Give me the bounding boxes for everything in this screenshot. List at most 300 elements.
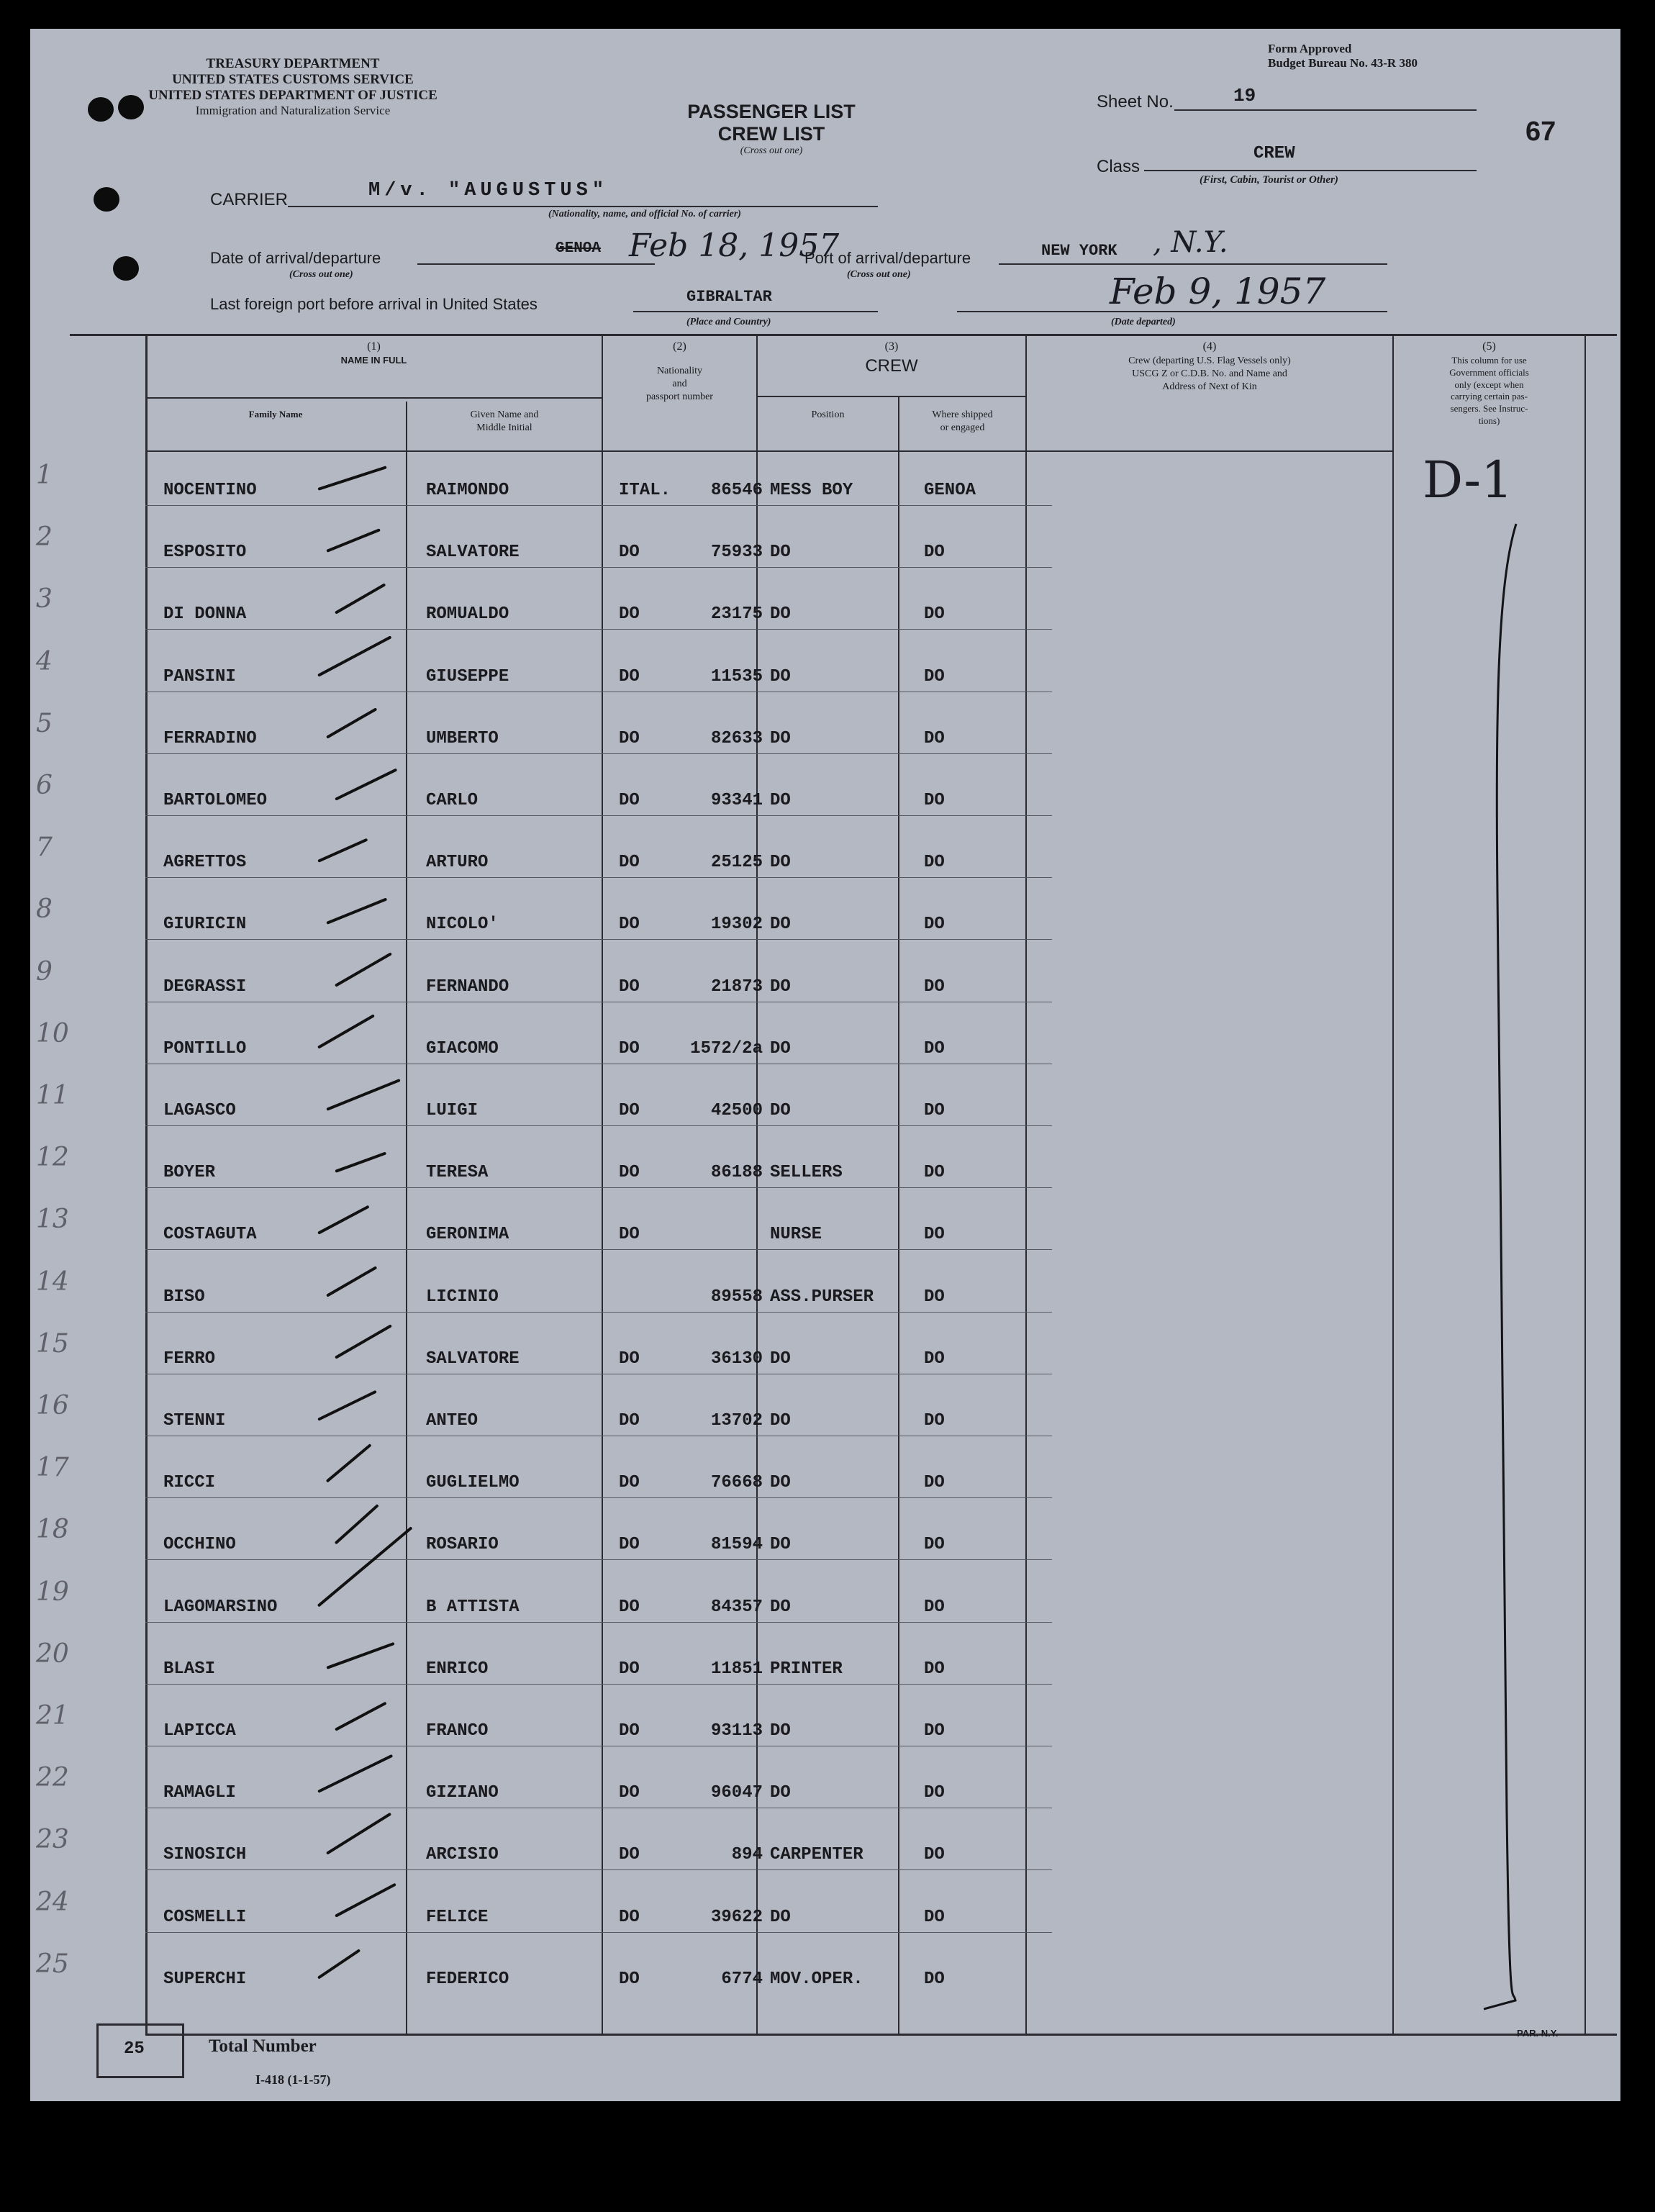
col3-number: (3) (884, 340, 899, 353)
nationality-cell: DO (619, 728, 640, 748)
last-port-note: (Place and Country) (686, 317, 771, 327)
row-divider (145, 567, 1052, 568)
table-bottom-rule (145, 2034, 1617, 2036)
given-name-cell: RAIMONDO (426, 481, 509, 500)
col-divider (406, 402, 407, 2035)
col4-number: (4) (1202, 340, 1217, 353)
family-name-cell: BOYER (163, 1163, 216, 1183)
carrier-note: (Nationality, name, and official No. of carrier) (548, 209, 741, 219)
punch-hole (118, 95, 144, 119)
where-header (899, 409, 1025, 435)
row-number: 7 (36, 833, 53, 863)
where-cell: DO (924, 1163, 945, 1183)
class-note: (First, Cabin, Tourist or Other) (1200, 174, 1338, 186)
position-cell: SELLERS (770, 1163, 843, 1183)
port-note: (Cross out one) (847, 269, 911, 280)
row-divider (145, 877, 1052, 878)
passport-cell: 11535 (710, 666, 763, 686)
row-divider (145, 1684, 1052, 1685)
title-passenger: PASSENGER LIST (687, 101, 856, 122)
where-cell: DO (924, 1287, 945, 1307)
col4-line: USCG Z or C.D.B. No. and Name and (1132, 368, 1287, 379)
where-cell: DO (924, 915, 945, 935)
family-name-cell: COSTAGUTA (163, 1225, 257, 1245)
given-name-cell: GERONIMA (426, 1225, 509, 1245)
passport-cell: 76668 (710, 1473, 763, 1493)
position-cell: DO (770, 1535, 791, 1555)
given-name-cell: GIACOMO (426, 1038, 499, 1059)
punch-hole (88, 97, 114, 122)
check-mark (317, 1014, 375, 1048)
where-cell: DO (924, 1845, 945, 1865)
passport-cell: 23175 (710, 604, 763, 625)
check-mark (326, 898, 387, 925)
carrier-value: M/v. "AUGUSTUS" (368, 180, 609, 201)
given-name-cell: UMBERTO (426, 728, 499, 748)
col3-header (758, 340, 1025, 377)
nationality-cell: DO (619, 1225, 640, 1245)
agency-line: UNITED STATES CUSTOMS SERVICE (172, 71, 414, 87)
given-name-cell: ARTURO (426, 853, 489, 873)
header-divider (145, 397, 602, 399)
check-mark (335, 1882, 396, 1917)
class-label: Class (1097, 157, 1141, 176)
where-cell: DO (924, 543, 945, 563)
punch-hole (94, 187, 119, 212)
title-crew: CREW LIST (717, 123, 825, 145)
row-number: 4 (36, 646, 53, 676)
row-number: 11 (36, 1081, 69, 1110)
check-mark (317, 635, 391, 677)
sheet-label: Sheet No. (1097, 92, 1174, 112)
col5-line: This column for use (1451, 354, 1527, 366)
nationality-cell: DO (619, 791, 640, 810)
check-mark (335, 952, 392, 987)
family-name-cell: OCCHINO (163, 1535, 236, 1555)
check-mark (335, 1504, 379, 1545)
family-name-cell: GIURICIN (163, 915, 247, 935)
row-number: 23 (36, 1825, 69, 1855)
row-number: 2 (36, 522, 53, 553)
check-mark (335, 769, 397, 801)
row-number: 19 (36, 1577, 69, 1607)
where-cell: DO (924, 853, 945, 873)
given-name-cell: FELICE (426, 1907, 489, 1927)
nationality-cell: DO (619, 1411, 640, 1431)
nationality-cell: DO (619, 1101, 640, 1120)
where-cell: DO (924, 1907, 945, 1927)
col-divider (602, 334, 603, 2035)
position-cell: PRINTER (770, 1659, 843, 1679)
passport-cell: 1572/2a (690, 1038, 763, 1059)
col5-header (1394, 340, 1584, 427)
given-name-cell: LUIGI (426, 1101, 479, 1120)
family-name-cell: LAPICCA (163, 1721, 236, 1741)
position-cell: DO (770, 1783, 791, 1803)
given-name-cell: ARCISIO (426, 1845, 499, 1865)
passport-cell: 86546 (710, 481, 763, 500)
carrier-underline (288, 206, 878, 207)
row-number: 13 (36, 1205, 69, 1235)
carrier-label: CARRIER (210, 190, 289, 209)
row-number: 17 (36, 1453, 69, 1483)
form-title (663, 101, 879, 157)
agency-line: Immigration and Naturalization Service (195, 103, 391, 117)
where-cell: DO (924, 1783, 945, 1803)
position-cell: DO (770, 1411, 791, 1431)
row-number: 9 (36, 956, 53, 987)
check-mark (317, 1526, 413, 1607)
nationality-cell: ITAL. (619, 481, 671, 500)
header-divider (757, 396, 1026, 397)
given-name-cell: TERESA (426, 1163, 489, 1183)
date-label: Date of arrival/departure (210, 249, 381, 267)
family-name-cell: DEGRASSI (163, 976, 247, 997)
col4-line: Address of Next of Kin (1162, 381, 1257, 393)
family-name-cell: SINOSICH (163, 1845, 247, 1865)
family-name-cell: ESPOSITO (163, 543, 247, 563)
total-value: 25 (124, 2039, 145, 2059)
check-mark (326, 707, 377, 738)
passport-cell: 11851 (710, 1659, 763, 1679)
family-name-cell: BISO (163, 1287, 205, 1307)
row-number: 24 (36, 1887, 69, 1917)
given-name-cell: FRANCO (426, 1721, 489, 1741)
row-number: 25 (36, 1949, 69, 1979)
family-name-cell: COSMELLI (163, 1907, 247, 1927)
column5-bracket-line (1462, 518, 1549, 2029)
passport-cell: 21873 (710, 976, 763, 997)
form-approval (1268, 42, 1418, 71)
check-mark (326, 1813, 391, 1855)
given-name-cell: LICINIO (426, 1287, 499, 1307)
nationality-cell: DO (619, 1535, 640, 1555)
header-bottom-rule (145, 450, 1394, 452)
where-cell: DO (924, 728, 945, 748)
nationality-cell: DO (619, 1473, 640, 1493)
where-cell: DO (924, 791, 945, 810)
passport-cell: 96047 (710, 1783, 763, 1803)
given-name-header (407, 409, 602, 435)
col1-title: NAME IN FULL (340, 354, 407, 366)
check-mark (326, 1079, 400, 1111)
row-number: 22 (36, 1763, 69, 1793)
family-name-header: Family Name (248, 409, 303, 420)
date-underline (417, 263, 655, 265)
row-divider (145, 1187, 1052, 1188)
where-cell: DO (924, 1101, 945, 1120)
col5-line: tions) (1478, 415, 1500, 427)
row-number: 3 (36, 584, 53, 615)
row-divider (145, 1312, 1052, 1313)
given-name-cell: SALVATORE (426, 1348, 520, 1369)
row-number: 21 (36, 1701, 69, 1731)
row-divider (145, 1497, 1052, 1498)
nationality-cell: DO (619, 1348, 640, 1369)
where-cell: DO (924, 1721, 945, 1741)
check-mark (317, 1949, 361, 1979)
where-cell: GENOA (924, 481, 976, 500)
col5-number: (5) (1482, 340, 1496, 353)
passport-cell: 86188 (710, 1163, 763, 1183)
nationality-cell: DO (619, 1659, 640, 1679)
where-cell: DO (924, 1411, 945, 1431)
row-divider (145, 1125, 1052, 1126)
where-header-line: Where shipped (932, 409, 993, 420)
form-approval-line: Budget Bureau No. 43-R 380 (1268, 56, 1418, 71)
col5-line: Government officials (1449, 366, 1529, 378)
position-cell: NURSE (770, 1225, 822, 1245)
passport-cell: 25125 (710, 853, 763, 873)
given-name-cell: FERNANDO (426, 976, 509, 997)
position-cell: CARPENTER (770, 1845, 863, 1865)
family-name-cell: AGRETTOS (163, 853, 247, 873)
row-divider (145, 753, 1052, 754)
position-cell: DO (770, 604, 791, 625)
row-number: 16 (36, 1391, 69, 1420)
total-label: Total Number (209, 2036, 317, 2056)
position-cell: DO (770, 853, 791, 873)
date-typed-struck: GENOA (556, 240, 602, 257)
row-number: 6 (36, 771, 53, 800)
passport-cell: 36130 (710, 1348, 763, 1369)
family-name-cell: BLASI (163, 1659, 216, 1679)
check-mark (317, 1205, 370, 1235)
position-cell: MOV.OPER. (770, 1969, 863, 1989)
nationality-cell: DO (619, 1783, 640, 1803)
check-mark (317, 1390, 377, 1421)
nationality-cell: DO (619, 1038, 640, 1059)
crew-list-form (30, 29, 1620, 2101)
check-mark (317, 1754, 393, 1793)
check-mark (317, 466, 386, 491)
row-divider (145, 1932, 1052, 1933)
position-cell: DO (770, 1101, 791, 1120)
position-cell: DO (770, 666, 791, 686)
family-name-cell: PONTILLO (163, 1038, 247, 1059)
class-value: CREW (1253, 144, 1295, 163)
passport-cell: 93341 (710, 791, 763, 810)
table-left-border (145, 334, 148, 2035)
agency-line: TREASURY DEPARTMENT (206, 56, 380, 71)
row-divider (145, 1559, 1052, 1560)
form-code: I-418 (1-1-57) (255, 2072, 331, 2087)
nationality-cell: DO (619, 604, 640, 625)
nationality-cell: DO (619, 1597, 640, 1617)
page-number: 67 (1525, 117, 1556, 147)
col4-line: Crew (departing U.S. Flag Vessels only) (1128, 355, 1291, 366)
family-name-cell: FERRO (163, 1348, 216, 1369)
passport-cell: 84357 (710, 1597, 763, 1617)
port-value: NEW YORK (1041, 242, 1117, 260)
family-name-cell: RICCI (163, 1473, 216, 1493)
punch-hole (113, 256, 139, 281)
agency-header (145, 56, 440, 117)
position-cell: DO (770, 1038, 791, 1059)
nationality-cell: DO (619, 1163, 640, 1183)
where-cell: DO (924, 1473, 945, 1493)
row-number: 10 (36, 1018, 69, 1048)
position-cell: DO (770, 728, 791, 748)
given-name-cell: CARLO (426, 791, 479, 810)
col2-number: (2) (673, 340, 686, 353)
check-mark (335, 1152, 386, 1173)
check-mark (326, 1266, 377, 1297)
nationality-cell: DO (619, 915, 640, 935)
nationality-cell: DO (619, 1845, 640, 1865)
where-cell: DO (924, 1535, 945, 1555)
position-cell: DO (770, 543, 791, 563)
where-cell: DO (924, 1038, 945, 1059)
where-header-line: or engaged (940, 422, 985, 434)
family-name-cell: BARTOLOMEO (163, 791, 268, 810)
where-cell: DO (924, 666, 945, 686)
position-cell: DO (770, 1907, 791, 1927)
row-divider (145, 1869, 1052, 1870)
check-mark (335, 584, 386, 615)
row-divider (145, 629, 1052, 630)
column5-handwritten-mark: D-1 (1423, 450, 1513, 509)
position-cell: DO (770, 1721, 791, 1741)
given-header-line: Given Name and (470, 409, 539, 420)
given-header-line: Middle Initial (476, 422, 532, 434)
given-name-cell: ANTEO (426, 1411, 479, 1431)
check-mark (326, 528, 381, 553)
port-underline (999, 263, 1387, 265)
family-name-cell: LAGOMARSINO (163, 1597, 278, 1617)
departed-handwritten: Feb 9, 1957 (1110, 271, 1326, 312)
date-note: (Cross out one) (289, 269, 353, 280)
nationality-cell: DO (619, 1907, 640, 1927)
col-divider (1584, 334, 1586, 2035)
given-name-cell: FEDERICO (426, 1969, 509, 1989)
sheet-value: 19 (1233, 85, 1256, 106)
row-number: 1 (36, 461, 53, 490)
family-name-cell: FERRADINO (163, 728, 257, 748)
position-cell: DO (770, 1597, 791, 1617)
port-handwritten: , N.Y. (1153, 226, 1228, 259)
col1-header (145, 340, 602, 367)
nationality-cell: DO (619, 543, 640, 563)
where-cell: DO (924, 976, 945, 997)
given-name-cell: ENRICO (426, 1659, 489, 1679)
given-name-cell: GIZIANO (426, 1783, 499, 1803)
family-name-cell: STENNI (163, 1411, 226, 1431)
where-cell: DO (924, 1659, 945, 1679)
passport-cell: 89558 (710, 1287, 763, 1307)
given-name-cell: ROMUALDO (426, 604, 509, 625)
col2-line: and (672, 378, 687, 389)
row-number: 20 (36, 1638, 69, 1669)
row-number: 5 (36, 708, 53, 738)
passport-cell: 75933 (710, 543, 763, 563)
position-cell: DO (770, 915, 791, 935)
where-cell: DO (924, 1597, 945, 1617)
family-name-cell: SUPERCHI (163, 1969, 247, 1989)
passport-cell: 93113 (710, 1721, 763, 1741)
family-name-cell: RAMAGLI (163, 1783, 236, 1803)
row-number: 8 (36, 894, 53, 925)
check-mark (326, 1642, 394, 1669)
check-mark (317, 838, 368, 863)
given-name-cell: ROSARIO (426, 1535, 499, 1555)
position-cell: MESS BOY (770, 481, 853, 500)
agency-line: UNITED STATES DEPARTMENT OF JUSTICE (148, 87, 437, 103)
row-divider (145, 939, 1052, 940)
row-number: 14 (36, 1266, 69, 1297)
row-number: 12 (36, 1143, 69, 1173)
col-divider (1025, 334, 1027, 2035)
passport-cell: 894 (731, 1845, 763, 1865)
col1-number: (1) (367, 340, 381, 353)
sheet-underline (1174, 109, 1477, 111)
nationality-cell: DO (619, 666, 640, 686)
given-name-cell: GIUSEPPE (426, 666, 509, 686)
passport-cell: 19302 (710, 915, 763, 935)
last-port-underline (633, 311, 878, 312)
family-name-cell: LAGASCO (163, 1101, 236, 1120)
last-port-label: Last foreign port before arrival in United States (210, 295, 538, 313)
port-label: Port of arrival/departure (804, 249, 971, 267)
check-mark (335, 1324, 392, 1359)
col5-line: only (except when (1454, 379, 1524, 390)
family-name-cell: PANSINI (163, 666, 236, 686)
passport-cell: 13702 (710, 1411, 763, 1431)
col-divider (756, 334, 758, 2035)
row-number: 15 (36, 1328, 69, 1359)
form-approval-line: Form Approved (1268, 42, 1352, 55)
last-port-value: GIBRALTAR (686, 288, 772, 306)
passport-cell: 81594 (710, 1535, 763, 1555)
position-cell: DO (770, 1348, 791, 1369)
row-number: 18 (36, 1515, 69, 1545)
nationality-cell: DO (619, 1969, 640, 1989)
where-cell: DO (924, 1348, 945, 1369)
where-cell: DO (924, 604, 945, 625)
col2-header (603, 340, 756, 404)
family-name-cell: NOCENTINO (163, 481, 257, 500)
given-name-cell: SALVATORE (426, 543, 520, 563)
printer-mark: PAR. N.Y. (1517, 2028, 1559, 2039)
position-cell: ASS.PURSER (770, 1287, 874, 1307)
table-top-rule (70, 334, 1617, 336)
passport-cell: 42500 (710, 1101, 763, 1120)
row-divider (145, 1622, 1052, 1623)
check-mark (335, 1702, 387, 1731)
nationality-cell: DO (619, 1721, 640, 1741)
col-divider (898, 396, 899, 2035)
nationality-cell: DO (619, 976, 640, 997)
nationality-cell: DO (619, 853, 640, 873)
passport-cell: 6774 (721, 1969, 763, 1989)
col-divider (1392, 334, 1394, 2035)
row-divider (145, 1249, 1052, 1250)
given-name-cell: NICOLO' (426, 915, 499, 935)
col2-line: Nationality (657, 365, 702, 376)
col3-title: CREW (865, 355, 918, 376)
check-mark (326, 1443, 372, 1482)
title-note: (Cross out one) (740, 145, 803, 157)
passport-cell: 82633 (710, 728, 763, 748)
col5-line: carrying certain pas- (1451, 391, 1528, 402)
row-divider (145, 815, 1052, 816)
where-cell: DO (924, 1969, 945, 1989)
row-divider (145, 505, 1052, 506)
col4-header (1027, 340, 1392, 394)
where-cell: DO (924, 1225, 945, 1245)
class-underline (1144, 170, 1477, 171)
given-name-cell: GUGLIELMO (426, 1473, 520, 1493)
